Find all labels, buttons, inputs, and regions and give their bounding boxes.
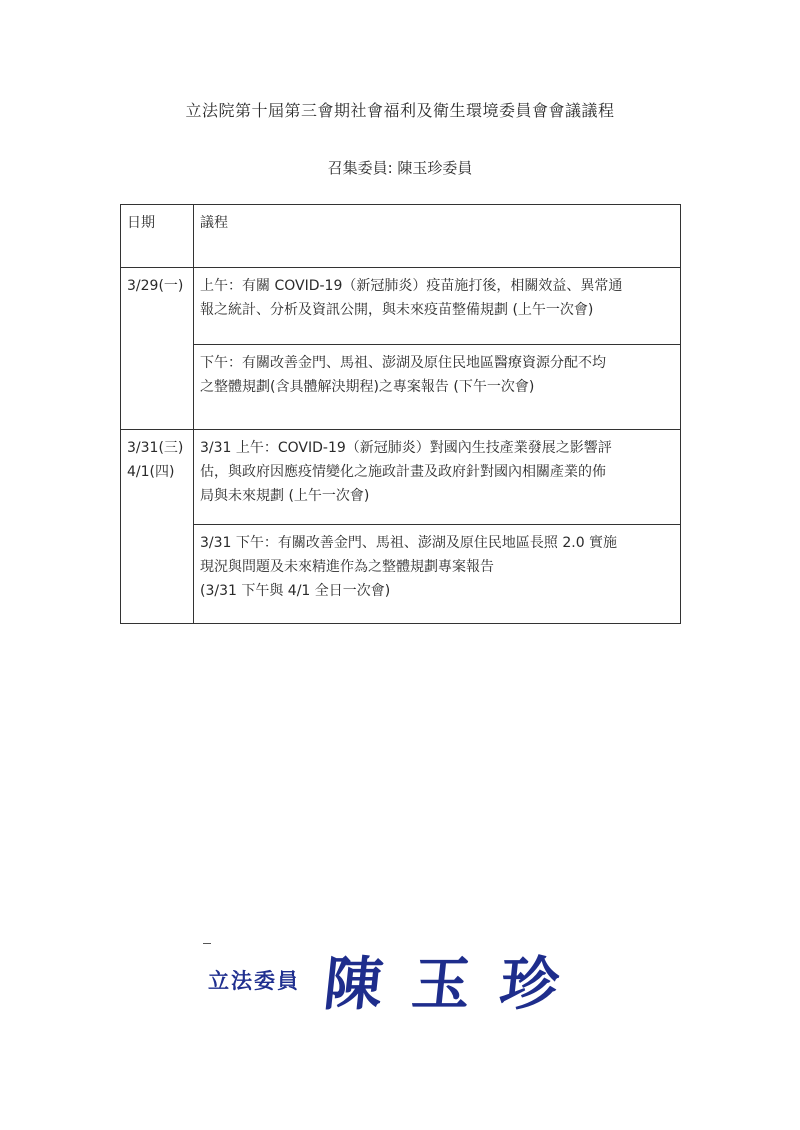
- signature-stamp: [203, 935, 603, 1025]
- agenda-line: 上午：有關 COVID-19（新冠肺炎）疫苗施打後，相關效益、異常通: [200, 278, 623, 294]
- agenda-line: 3/31 下午：有關改善金門、馬祖、澎湖及原住民地區長照 2.0 實施: [200, 535, 618, 551]
- agenda-line: 之整體規劃(含具體解決期程)之專案報告 (下午一次會): [200, 379, 535, 395]
- table-row: [121, 268, 681, 345]
- document-title: 立法院第十屆第三會期社會福利及衛生環境委員會會議議程: [185, 101, 615, 120]
- agenda-item: [194, 430, 681, 525]
- date-text: 4/1(四): [127, 464, 175, 480]
- agenda-line: 報之統計、分析及資訊公開，與未來疫苗整備規劃 (上午一次會): [200, 302, 594, 318]
- date-cell-0329: [121, 268, 194, 430]
- date-cell-0331: [121, 430, 194, 624]
- agenda-item: [194, 525, 681, 624]
- table-row: [121, 345, 681, 430]
- table-row: [121, 525, 681, 624]
- stamp-mark: [203, 943, 211, 944]
- agenda-line: 現況與問題及未來精進作為之整體規劃專案報告: [200, 559, 494, 575]
- header-date: 日期: [121, 205, 194, 268]
- agenda-line: 估，與政府因應疫情變化之施政計畫及政府針對國內相關產業的佈: [200, 464, 606, 480]
- agenda-line: (3/31 下午與 4/1 全日一次會): [200, 583, 391, 599]
- agenda-line: 下午：有關改善金門、馬祖、澎湖及原住民地區醫療資源分配不均: [200, 355, 606, 371]
- agenda-item: [194, 268, 681, 345]
- agenda-item: [194, 345, 681, 430]
- convener-line: 召集委員: 陳玉珍委員: [327, 159, 473, 177]
- signature-name: 陳玉珍: [320, 950, 593, 1018]
- table-row: [121, 430, 681, 525]
- signature-label: 立法委員: [208, 968, 300, 993]
- agenda-table: [120, 204, 681, 624]
- table-header-row: [121, 205, 681, 268]
- header-agenda: 議程: [194, 205, 681, 268]
- date-text: 3/31(三): [127, 440, 184, 456]
- agenda-line: 3/31 上午：COVID-19（新冠肺炎）對國內生技產業發展之影響評: [200, 440, 612, 456]
- agenda-line: 局與未來規劃 (上午一次會): [200, 488, 370, 504]
- date-text: 3/29(一): [127, 278, 184, 294]
